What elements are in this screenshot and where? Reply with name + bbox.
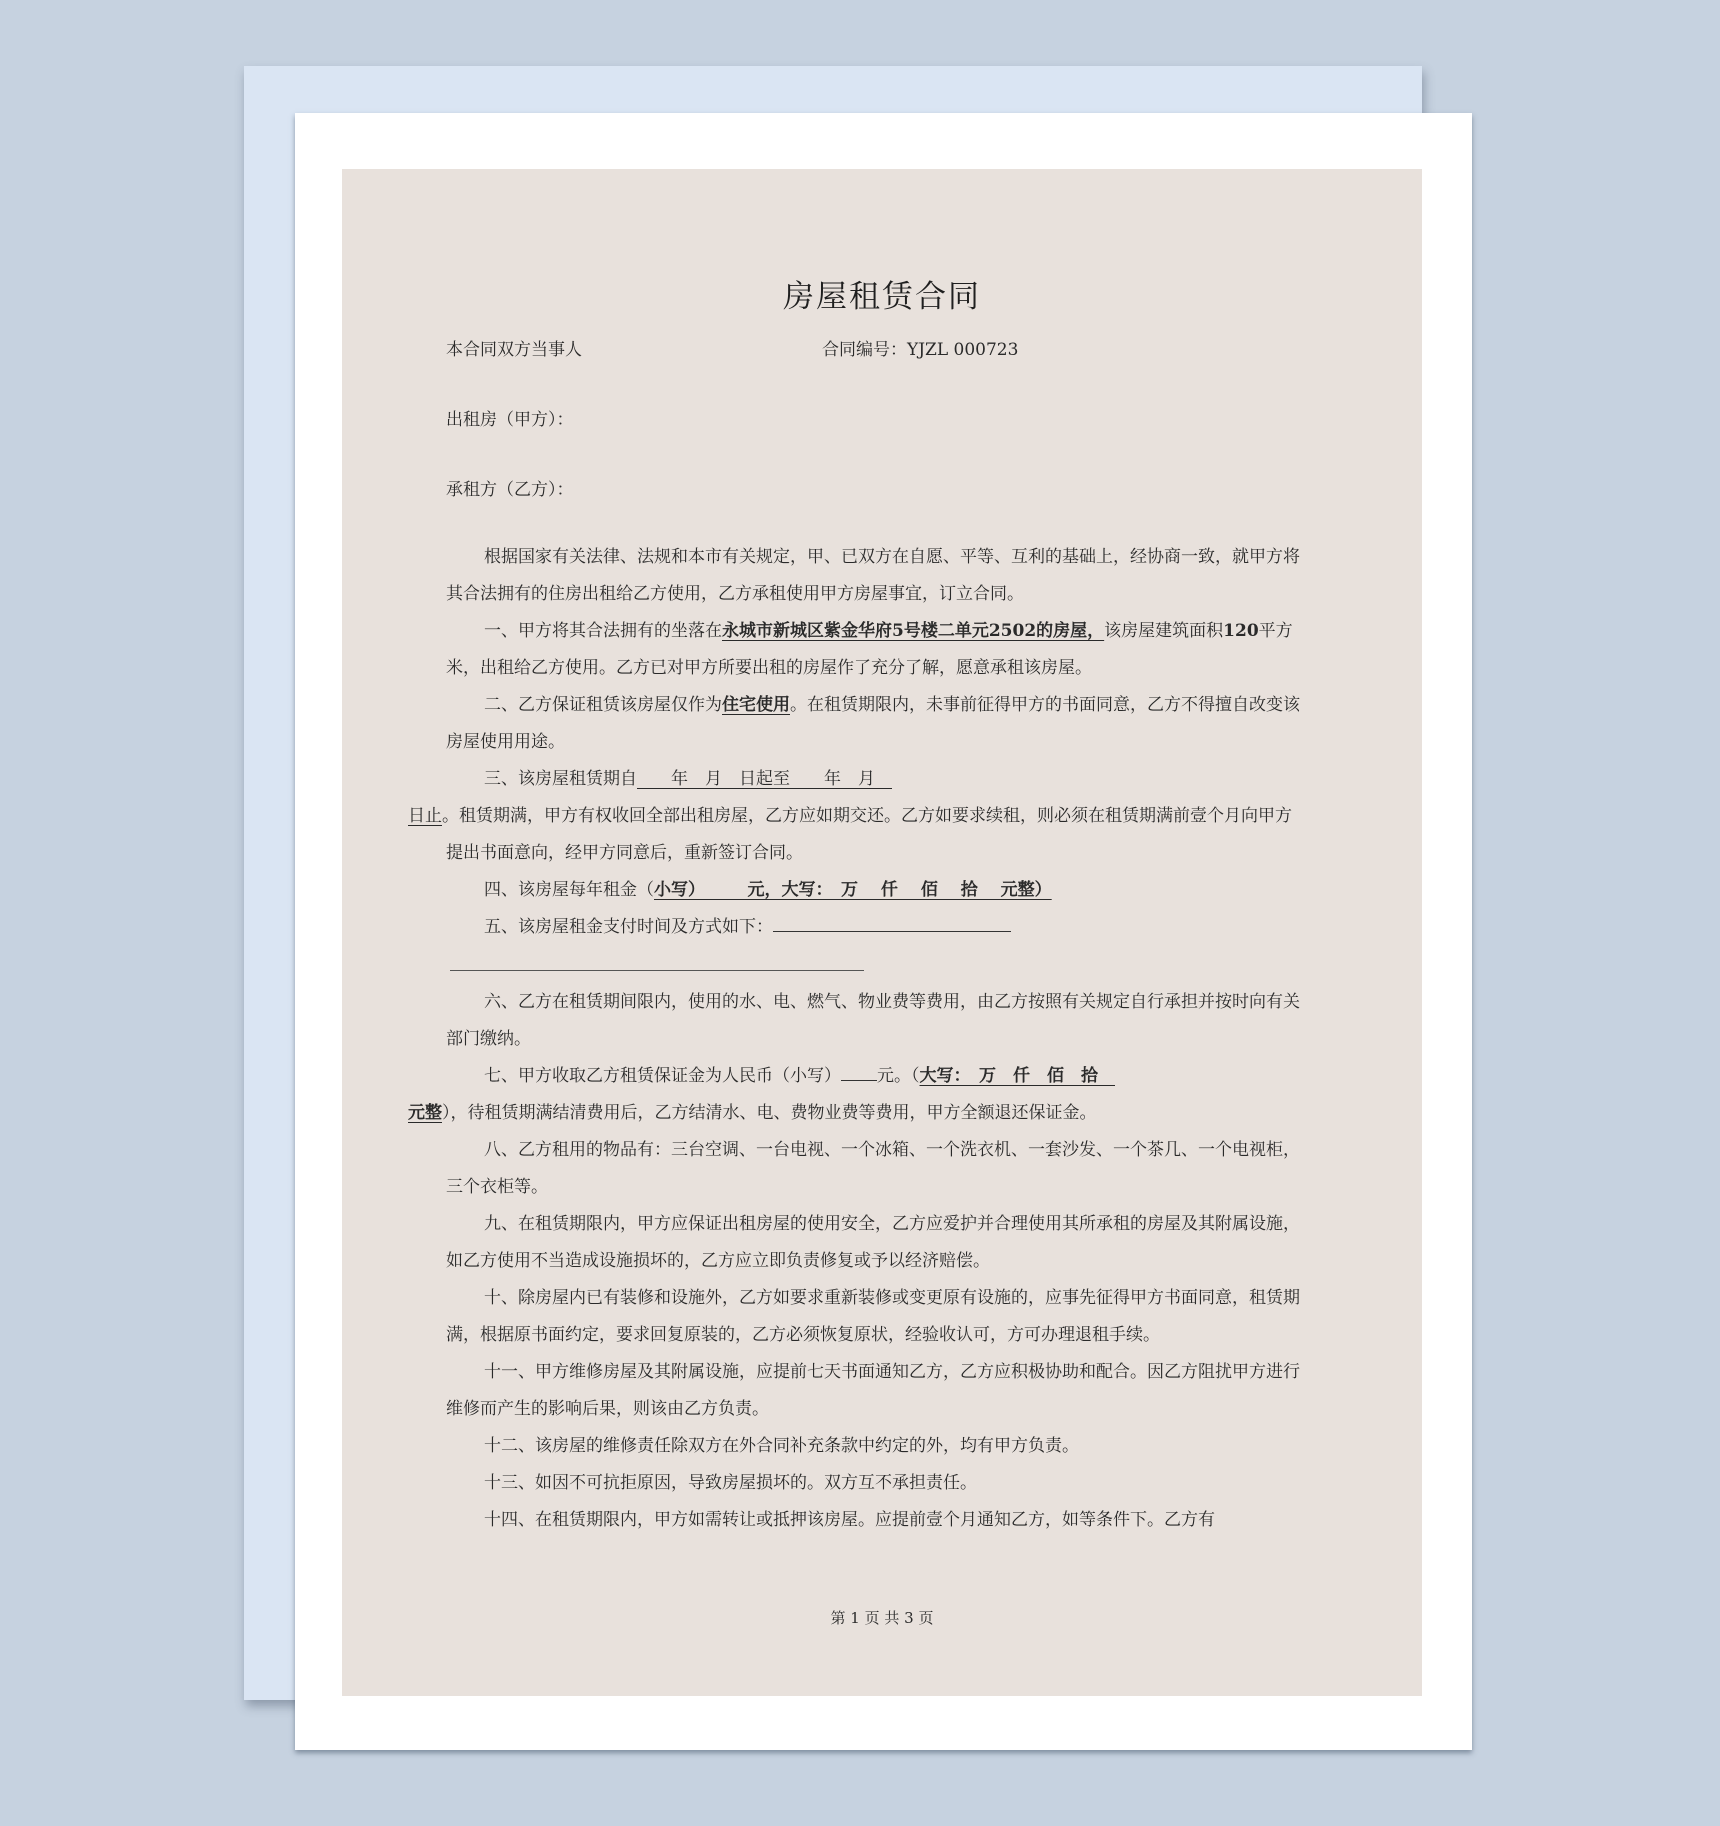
front-page-sheet [295, 113, 1472, 1750]
clause-12: 十二、该房屋的维修责任除双方在外合同补充条款中约定的外，均有甲方负责。 [484, 1436, 1079, 1456]
contract-number [822, 335, 1018, 360]
lease-period-end: 日止 [408, 806, 442, 826]
property-area: 120 [1223, 621, 1259, 641]
clause-3-text: 三、该房屋租赁期自 [484, 769, 637, 789]
document-title: 房屋租赁合同 [783, 279, 981, 315]
clause-11: 十一、甲方维修房屋及其附属设施，应提前七天书面通知乙方，乙方应积极协助和配合。因乙方阻扰甲方进行维修而产生的影响后果，则该由乙方负责。 [446, 1362, 1300, 1419]
deposit-uppercase-field[interactable]: 大写： 万 仟 佰 拾 [919, 1066, 1115, 1086]
clause-3 [408, 761, 1308, 872]
party-a-label: 出租房（甲方）： [446, 410, 574, 430]
deposit-amount-field[interactable] [841, 1058, 877, 1081]
clause-1-tail: 平方米，出租给乙方使用。乙方已对甲方所要出租的房屋作了充分了解，愿意承租该房屋。 [446, 621, 1293, 678]
clause-10: 十、除房屋内已有装修和设施外，乙方如要求重新装修或变更原有设施的，应事先征得甲方书面同意，租赁期满，根据原书面约定，要求回复原装的，乙方必须恢复原状，经验收认可，方可办理退租手续。 [446, 1288, 1300, 1345]
property-usage: 住宅使用 [722, 695, 790, 715]
clause-7 [408, 1058, 1308, 1132]
clause-5 [446, 909, 1308, 946]
contract-number-label: 合同编号： [822, 340, 907, 360]
annual-rent-field[interactable]: 小写） 元，大写： 万 仟 佰 拾 元整） [654, 880, 1052, 900]
clause-2-tail: 。在租赁期限内，未事前征得甲方的书面同意，乙方不得擅自改变该房屋使用用途。 [446, 695, 1300, 752]
clause-8: 八、乙方租用的物品有：三台空调、一台电视、一个冰箱、一个洗衣机、一套沙发、一个茶几、一个电视柜，三个衣柜等。 [446, 1140, 1300, 1197]
lease-period-field[interactable]: 年 月 日起至 年 月 [637, 769, 892, 789]
clause-1-text: 一、甲方将其合法拥有的坐落在 [484, 621, 722, 641]
clause-4 [446, 872, 1308, 909]
clause-2-text: 二、乙方保证租赁该房屋仅作为 [484, 695, 722, 715]
payment-method-field-line2[interactable] [450, 946, 864, 971]
preamble-paragraph: 根据国家有关法律、法规和本市有关规定，甲、已双方在自愿、平等、互利的基础上，经协商一致，就甲方将其合法拥有的住房出租给乙方使用，乙方承租使用甲方房屋事宜，订立合同。 [446, 547, 1300, 604]
party-b-label: 承租方（乙方）： [446, 480, 574, 500]
property-address: 永城市新城区紫金华府5号楼二单元2502的房屋， [722, 621, 1105, 641]
document-content-area [342, 169, 1422, 1696]
clause-4-text: 四、该房屋每年租金（ [484, 880, 654, 900]
clause-5-text: 五、该房屋租金支付时间及方式如下： [484, 917, 773, 937]
clause-14: 十四、在租赁期限内，甲方如需转让或抵押该房屋。应提前壹个月通知乙方，如等条件下。乙方有 [484, 1510, 1215, 1530]
clause-1-area-label: 该房屋建筑面积 [1104, 621, 1224, 641]
clause-9: 九、在租赁期限内，甲方应保证出租房屋的使用安全，乙方应爱护并合理使用其所承租的房屋及其附属设施，如乙方使用不当造成设施损坏的，乙方应立即负责修复或予以经济赔偿。 [446, 1214, 1300, 1271]
clause-2 [446, 687, 1308, 761]
deposit-uppercase-end: 元整 [408, 1103, 442, 1123]
parties-heading: 本合同双方当事人 [446, 340, 582, 360]
clause-1 [446, 613, 1308, 687]
clause-6: 六、乙方在租赁期间限内，使用的水、电、燃气、物业费等费用，由乙方按照有关规定自行承担并按时向有关部门缴纳。 [446, 992, 1300, 1049]
clause-3-tail: 。租赁期满，甲方有权收回全部出租房屋，乙方应如期交还。乙方如要求续租，则必须在租赁期满前壹个月向甲方提出书面意向，经甲方同意后，重新签订合同。 [442, 806, 1292, 863]
clause-7-tail: ），待租赁期满结清费用后，乙方结清水、电、费物业费等费用，甲方全额退还保证金。 [442, 1103, 1097, 1123]
contract-number-value: YJZL 000723 [907, 340, 1019, 360]
clause-7-text: 七、甲方收取乙方租赁保证金为人民币（小写） [484, 1066, 841, 1086]
clause-7-mid: 元。（ [877, 1066, 920, 1086]
clause-13: 十三、如因不可抗拒原因，导致房屋损坏的。双方互不承担责任。 [484, 1473, 977, 1493]
payment-method-field[interactable] [773, 909, 1011, 932]
contract-meta-row [446, 335, 1346, 359]
contract-body [408, 539, 1308, 1539]
page-number-footer: 第 1 页 共 3 页 [830, 1609, 934, 1627]
